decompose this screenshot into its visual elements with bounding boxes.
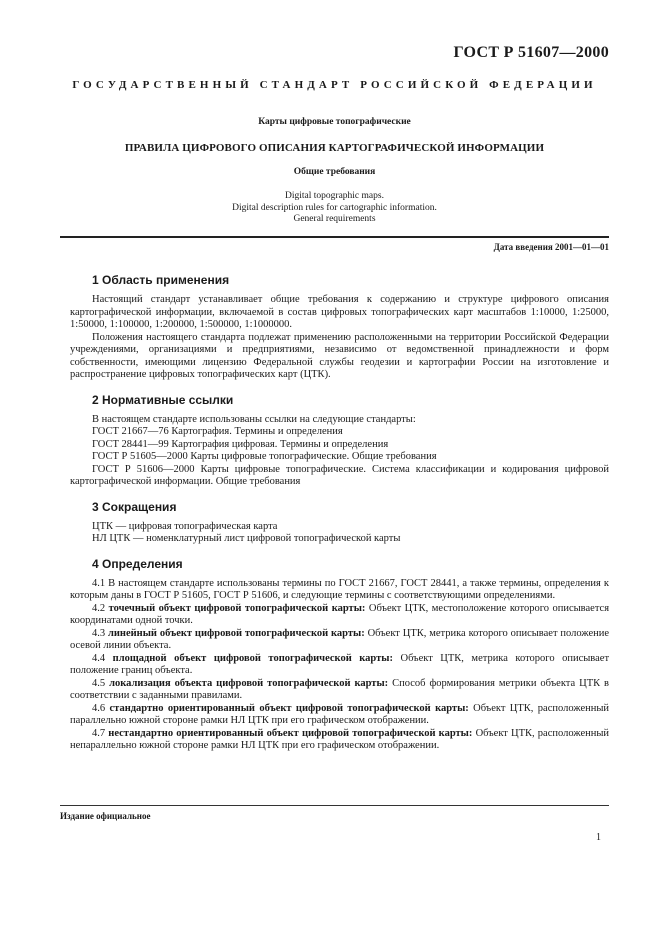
definition-number: 4.7 (92, 727, 106, 739)
page-number: 1 (596, 832, 601, 843)
definition-item (70, 628, 609, 653)
state-standard-heading: ГОСУДАРСТВЕННЫЙ СТАНДАРТ РОССИЙСКОЙ ФЕДЕРАЦИИ (72, 79, 597, 91)
gost-number: ГОСТ Р 51607—2000 (453, 44, 609, 61)
introduction-date: Дата введения 2001—01—01 (493, 242, 609, 252)
definition-number: 4.6 (92, 702, 106, 714)
english-title (60, 191, 609, 226)
reference-item: ГОСТ Р 51606—2000 Карты цифровые топографические. Система классификации и кодирования цифровой картографической информации. Общие требования (70, 463, 609, 487)
abbreviation-item: ЦТК — цифровая топографическая карта (92, 520, 278, 532)
section-definitions (70, 557, 609, 753)
section-abbreviations (70, 500, 609, 546)
english-title-line: Digital topographic maps. (285, 191, 384, 201)
general-requirements-title: Общие требования (293, 167, 376, 177)
definition-text: Объект ЦТК, метрика которого описывает положение границ объекта. (70, 652, 610, 676)
paragraph: Положения настоящего стандарта подлежат применению расположенными на территории Российской Федерации учреждениями, организациями и предприятиями, независимо от ведомственной принадлежности и форм собственности, имеющими лицензию Федеральной службы геодезии и картографии России на изготовление и распространение цифровых топографических карт (ЦТК). (70, 331, 609, 380)
section-heading: 1 Область применения (92, 273, 230, 287)
definition-term: линейный объект цифровой топографической карты: (107, 627, 365, 639)
definition-number: 4.3 (92, 627, 106, 639)
definition-text: Объект ЦТК, метрика которого описывает положение осевой линии объекта. (70, 627, 610, 651)
section-heading: 2 Нормативные ссылки (92, 392, 234, 407)
title-block (60, 116, 609, 226)
abbreviation-item: НЛ ЦТК — номенклатурный лист цифровой топографической карты (92, 533, 401, 544)
subtitle: Карты цифровые топографические (258, 117, 411, 127)
reference-item: ГОСТ 21667—76 Картография. Термины и определения (92, 426, 343, 437)
official-edition-label: Издание официальное (60, 811, 151, 821)
english-title-line: General requirements (293, 214, 376, 224)
section-heading: 3 Сокращения (92, 499, 177, 514)
footer-divider (60, 805, 609, 806)
main-title: ПРАВИЛА ЦИФРОВОГО ОПИСАНИЯ КАРТОГРАФИЧЕСКОЙ ИНФОРМАЦИИ (124, 142, 545, 154)
definition-item (70, 728, 609, 753)
header-divider (60, 236, 609, 238)
definition-text: Объект ЦТК, расположенный параллельно южной стороне рамки НЛ ЦТК при его графическом отображении. (70, 702, 610, 726)
definition-item (70, 703, 609, 728)
paragraph: В настоящем стандарте использованы ссылки на следующие стандарты: (92, 413, 416, 425)
definition-term: площадной объект цифровой топографической карты: (112, 652, 393, 664)
definition-number: 4.5 (92, 677, 106, 689)
reference-item: ГОСТ 28441—99 Картография цифровая. Термины и определения (92, 438, 389, 450)
definition-term: точечный объект цифровой топографической карты: (108, 602, 366, 614)
definition-number: 4.2 (92, 602, 106, 614)
definition-number: 4.4 (92, 652, 106, 664)
definition-term: стандартно ориентированный объект цифровой топографической карты: (109, 702, 469, 714)
reference-item: ГОСТ Р 51605—2000 Карты цифровые топографические. Общие требования (92, 451, 437, 462)
english-title-line: Digital description rules for cartographic information. (232, 202, 437, 213)
definition-term: локализация объекта цифровой топографической карты: (109, 677, 389, 689)
document-body (70, 273, 609, 764)
definition-item (70, 603, 609, 628)
definition-term: нестандартно ориентированный объект цифровой топографической карты: (108, 727, 473, 739)
definition-item (70, 653, 609, 678)
definition-text: Объект ЦТК, местоположение которого описывается координатами одной точки. (70, 602, 610, 626)
definition-item (70, 678, 609, 703)
definition-text: Способ формирования метрики объекта ЦТК в соответствии с заданными правилами. (70, 677, 610, 701)
section-normative-references (70, 393, 609, 489)
paragraph: 4.1 В настоящем стандарте использованы термины по ГОСТ 21667, ГОСТ 28441, а также термины, определения к которым даны в ГОСТ Р 51605, ГОСТ Р 51606, и следующие термины с соответствующими определениями. (70, 577, 609, 601)
section-scope (70, 273, 609, 382)
section-heading: 4 Определения (92, 556, 183, 571)
paragraph: Настоящий стандарт устанавливает общие требования к содержанию и структуре цифрового описания картографической информации, включаемой в состав цифровых топографических карт масштабов 1:10000, 1:25000, 1:50000, 1:100000, 1:200000, 1:500000, 1:1000000. (70, 294, 609, 330)
definition-text: Объект ЦТК, расположенный непараллельно южной стороне рамки НЛ ЦТК при его графическом отображении. (70, 727, 610, 751)
